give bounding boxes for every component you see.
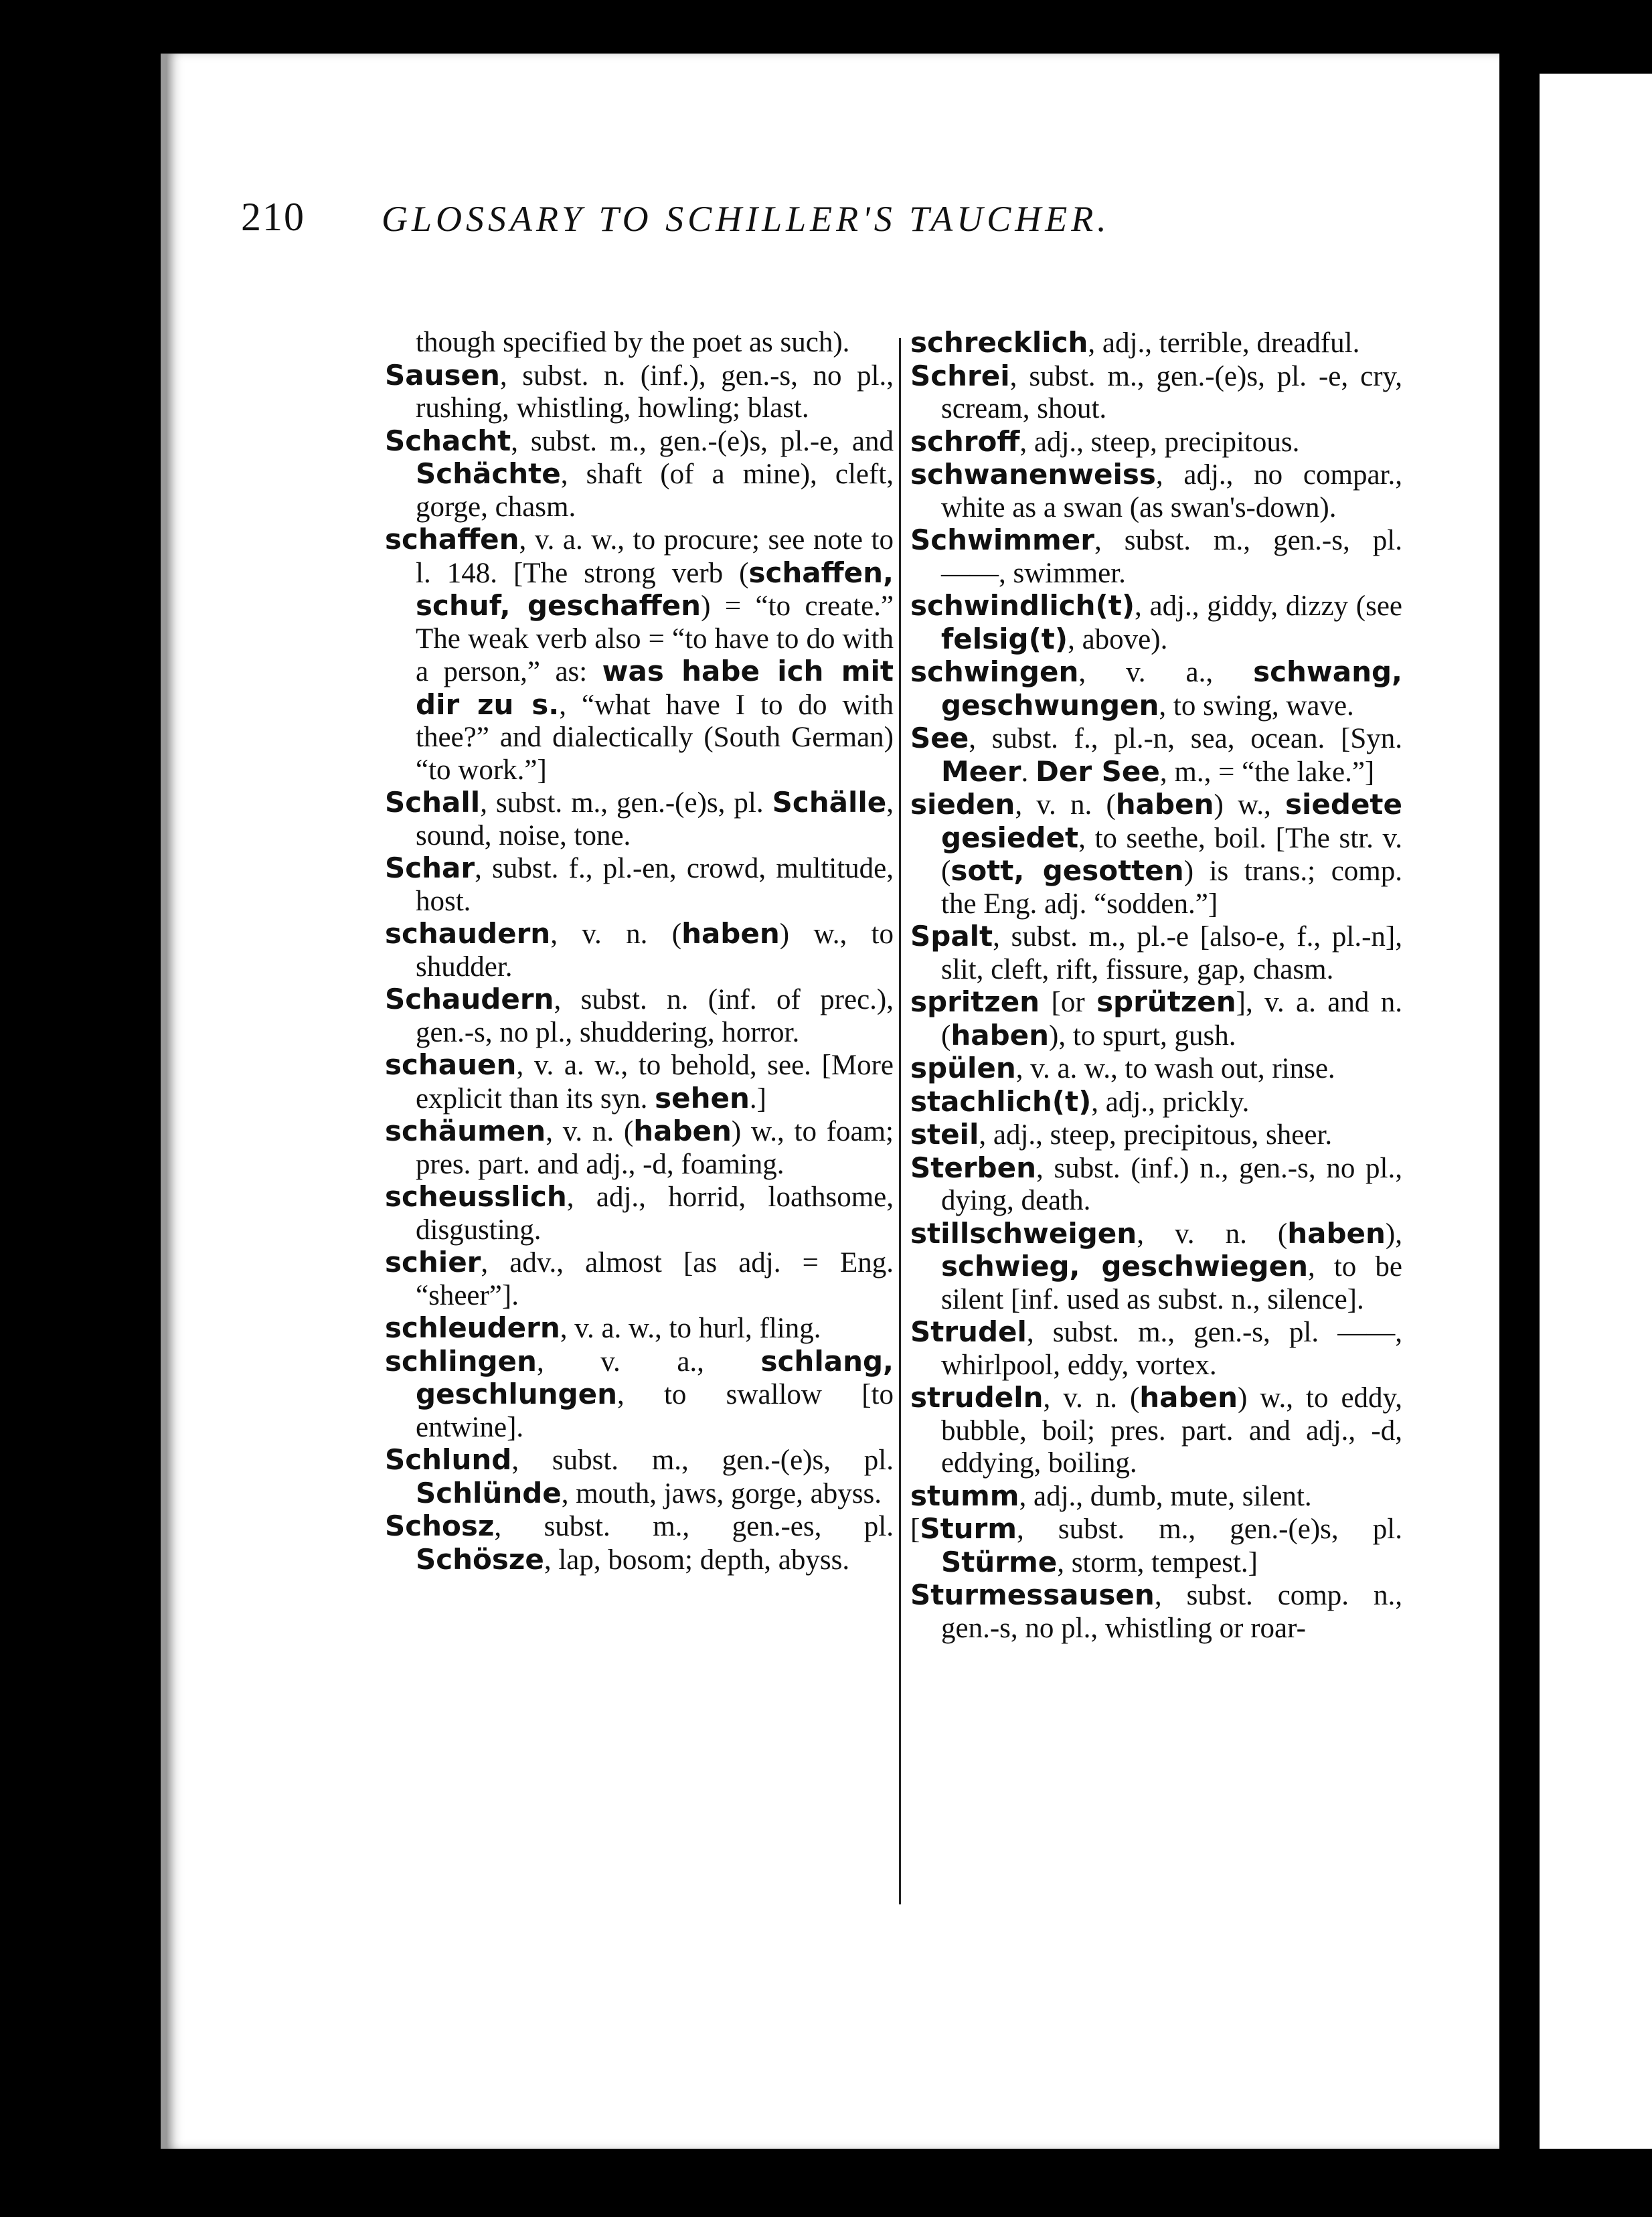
glossary-entry: [910, 459, 1402, 524]
entry-text: , subst. m., gen.-(e)s, pl.: [480, 787, 772, 819]
glossary-entry: [910, 1119, 1402, 1152]
entry-text: , mouth, jaws, gorge, abyss.: [561, 1477, 882, 1509]
glossary-entry: [910, 360, 1402, 426]
entry-headword: Schlund: [385, 1443, 512, 1476]
entry-headword: schaudern: [385, 917, 551, 950]
entry-text: , v. a.,: [536, 1345, 761, 1378]
entry-headword: schlingen: [385, 1344, 537, 1378]
entry-text: , m., = “the lake.”]: [1159, 756, 1375, 788]
entry-headword: See: [910, 722, 969, 754]
entry-text: , sound, noise, tone.: [416, 787, 894, 851]
entry-bold-term: Sturm: [920, 1512, 1017, 1545]
glossary-entry: [910, 524, 1402, 590]
entry-text: , v. a. w., to hurl, fling.: [560, 1313, 821, 1344]
entry-text: ), to spurt, gush.: [1049, 1019, 1236, 1052]
entry-bold-term: felsig(t): [941, 622, 1068, 655]
glossary-entry: [385, 1181, 894, 1246]
entry-text: , adj., no compar., white as a swan (as swan's-down).: [941, 459, 1402, 523]
entry-headword: stillschweigen: [910, 1216, 1137, 1250]
entry-headword: Schaudern: [385, 983, 554, 1015]
glossary-entry: [385, 359, 894, 425]
entry-bold-term: schaffen, schuf, geschaffen: [416, 556, 894, 622]
entry-bold-term: schwang, geschwungen: [941, 655, 1402, 722]
entry-text: ) w.,: [1214, 789, 1285, 821]
entry-text: , adj., terrible, dreadful.: [1088, 327, 1360, 359]
entry-text: , adj., dumb, mute, silent.: [1019, 1480, 1312, 1512]
entry-bold-term: haben: [681, 917, 780, 950]
entry-headword: schroff: [910, 424, 1020, 458]
glossary-entry: [910, 1316, 1402, 1382]
glossary-entry: [910, 1513, 1402, 1579]
glossary-entry: [910, 722, 1402, 789]
entry-text: , v. a.,: [1078, 657, 1254, 688]
entry-text: , adj., prickly.: [1091, 1086, 1250, 1118]
entry-headword: Schacht: [385, 424, 511, 457]
entry-headword: schwindlich(t): [910, 589, 1135, 622]
glossary-entry: [385, 425, 894, 524]
glossary-entry: [910, 1218, 1402, 1317]
glossary-entry: [385, 787, 894, 852]
entry-bold-term: Meer: [941, 754, 1021, 788]
entry-headword: stachlich(t): [910, 1084, 1092, 1118]
entry-bold-term: schwieg, geschwiegen: [941, 1250, 1308, 1283]
glossary-entry: [385, 327, 894, 359]
entry-bold-term: haben: [1287, 1216, 1386, 1250]
entry-text: , above).: [1068, 623, 1168, 655]
entry-bold-term: Schlünde: [416, 1476, 562, 1509]
entry-text: , “what have I to do with thee?” and dialectically (South German) “to work.”]: [416, 689, 894, 786]
entry-headword: sieden: [910, 788, 1015, 821]
entry-headword: Schrei: [910, 359, 1010, 392]
entry-text: , to be silent [inf. used as subst. n., silence].: [941, 1251, 1402, 1315]
glossary-entry: [910, 789, 1402, 920]
entry-text: ) w., to shudder.: [416, 918, 894, 983]
entry-text: , adv., almost [as adj. = Eng. “sheer”].: [416, 1247, 894, 1311]
entry-bold-term: siedete gesiedet: [941, 788, 1402, 854]
glossary-entry: [910, 920, 1402, 986]
entry-bold-term: haben: [633, 1115, 732, 1147]
page-header: [241, 194, 1312, 268]
glossary-entry: [910, 1052, 1402, 1086]
entry-text: , subst. m., pl.-e [also-e, f., pl.-n], slit, cleft, rift, fissure, gap, chasm.: [941, 921, 1402, 985]
entry-text: ) w., to foam; pres. part. and adj., -d, foaming.: [416, 1116, 894, 1180]
entry-text: , subst. m., gen.-es, pl.: [494, 1511, 894, 1542]
entry-text: , v. n. (: [546, 1116, 634, 1147]
entry-headword: strudeln: [910, 1381, 1044, 1414]
entry-text: , subst. m., gen.-(e)s, pl.-e, and: [511, 425, 894, 457]
entry-text: ) is trans.; comp. the Eng. adj. “sodden.”]: [941, 855, 1402, 920]
entry-text: , subst. f., pl.-en, crowd, multitude, host.: [416, 853, 894, 917]
entry-headword: schaffen: [385, 523, 519, 556]
entry-headword: spritzen: [910, 985, 1040, 1018]
entry-headword: Schwimmer: [910, 523, 1094, 556]
glossary-entry: [385, 1510, 894, 1576]
entry-text: .]: [749, 1082, 766, 1115]
entry-text: , v. n. (: [1137, 1218, 1288, 1250]
entry-text: , subst. m., gen.-s, pl.——, swimmer.: [941, 525, 1402, 589]
entry-bold-term: Stürme: [941, 1545, 1058, 1578]
glossary-entry: [385, 852, 894, 918]
running-title: GLOSSARY TO SCHILLER'S TAUCHER.: [382, 199, 1110, 239]
glossary-entry: [385, 1049, 894, 1115]
glossary-entry: [385, 1444, 894, 1510]
entry-text: [: [910, 1513, 920, 1545]
entry-text: , adj., horrid, loathsome, disgusting.: [416, 1181, 894, 1246]
entry-headword: scheusslich: [385, 1180, 567, 1213]
entry-text: , subst. f., pl.-n, sea, ocean. [Syn.: [969, 723, 1402, 754]
entry-text: , v. a. w., to procure; see note to l. 148. [The strong verb (: [416, 524, 894, 589]
entry-text: , to swallow [to entwine].: [416, 1379, 894, 1443]
glossary-entry: [910, 986, 1402, 1052]
entry-text: , subst. n. (inf.), gen.-s, no pl., rushing, whistling, howling; blast.: [416, 359, 894, 424]
entry-text: , to seethe, boil. [The str. v. (: [941, 822, 1402, 887]
entry-bold-term: Der See: [1035, 754, 1160, 788]
entry-text: , v. n. (: [1015, 789, 1116, 821]
right-column: [910, 327, 1402, 1960]
entry-headword: schwingen: [910, 655, 1079, 688]
entry-headword: schier: [385, 1246, 481, 1279]
entry-headword: Spalt: [910, 920, 993, 953]
entry-text: , adj., giddy, dizzy (see: [1135, 590, 1402, 622]
entry-bold-term: haben: [1139, 1381, 1238, 1414]
entry-bold-term: Schälle: [772, 786, 887, 819]
entry-bold-term: haben: [1115, 788, 1214, 821]
entry-text: , subst. m., gen.-(e)s, pl.: [1017, 1513, 1402, 1545]
entry-headword: stumm: [910, 1479, 1019, 1512]
glossary-entry: [910, 656, 1402, 722]
entry-bold-term: sprützen: [1096, 985, 1236, 1018]
entry-bold-term: schlang, geschlungen: [416, 1344, 894, 1410]
entry-text: , subst. m., gen.-(e)s, pl. -e, cry, scream, shout.: [941, 360, 1402, 424]
glossary-entry: [385, 523, 894, 787]
entry-headword: schauen: [385, 1048, 517, 1081]
entry-headword: schrecklich: [910, 326, 1088, 359]
glossary-entry: [385, 1246, 894, 1312]
entry-headword: schwanenweiss: [910, 458, 1156, 491]
glossary-entry: [910, 426, 1402, 459]
entry-headword: Sturmessausen: [910, 1578, 1155, 1611]
glossary-entry: [385, 1345, 894, 1445]
entry-text: , adj., steep, precipitous, sheer.: [979, 1119, 1333, 1151]
entry-bold-term: sehen: [655, 1081, 750, 1115]
entry-headword: Schosz: [385, 1509, 495, 1542]
entry-text: , v. n. (: [550, 918, 682, 950]
adjacent-page-edge: [1540, 74, 1652, 2149]
entry-headword: steil: [910, 1118, 979, 1151]
entry-text: , to swing, wave.: [1159, 689, 1354, 722]
entry-text: , subst. comp. n., gen.-s, no pl., whistling or roar-: [941, 1580, 1402, 1644]
page-number: 210: [241, 195, 305, 239]
entry-text: , subst. n. (inf. of prec.), gen.-s, no pl., shuddering, horror.: [416, 984, 894, 1048]
entry-headword: Sausen: [385, 358, 500, 392]
glossary-entry: [385, 1115, 894, 1181]
entry-text: , subst. m., gen.-s, pl. ——, whirlpool, eddy, vortex.: [941, 1317, 1402, 1381]
glossary-entry: [910, 1086, 1402, 1119]
entry-text: , lap, bosom; depth, abyss.: [544, 1544, 850, 1576]
entry-headword: Schall: [385, 786, 481, 819]
entry-bold-term: was habe ich mit dir zu s.: [416, 655, 894, 721]
entry-headword: Schar: [385, 851, 475, 884]
entry-text: , subst. (inf.) n., gen.-s, no pl., dying, death.: [941, 1152, 1402, 1216]
column-divider: [899, 338, 901, 1904]
glossary-entry: [910, 1152, 1402, 1218]
entry-text: .: [1021, 756, 1036, 788]
glossary-entry: [910, 327, 1402, 360]
entry-headword: schäumen: [385, 1115, 546, 1147]
glossary-entry: [910, 1579, 1402, 1645]
entry-text: , adj., steep, precipitous.: [1019, 426, 1300, 458]
entry-text: , v. a. w., to wash out, rinse.: [1015, 1053, 1335, 1084]
glossary-entry: [385, 983, 894, 1049]
entry-headword: Sterben: [910, 1151, 1036, 1184]
entry-text: , shaft (of a mine), cleft, gorge, chasm.: [416, 459, 894, 523]
entry-bold-term: haben: [951, 1018, 1050, 1052]
glossary-entry: [385, 918, 894, 983]
entry-bold-term: sott, gesotten: [951, 854, 1184, 887]
entry-text: , storm, tempest.]: [1057, 1546, 1258, 1578]
entry-headword: schleudern: [385, 1311, 560, 1344]
entry-bold-term: Schösze: [416, 1542, 544, 1576]
entry-headword: Strudel: [910, 1315, 1027, 1348]
glossary-entry: [910, 1382, 1402, 1480]
entry-text: ),: [1385, 1218, 1402, 1250]
entry-headword: spülen: [910, 1052, 1016, 1084]
entry-text: [or: [1040, 987, 1097, 1018]
glossary-entry: [385, 1312, 894, 1345]
entry-text: , v. n. (: [1043, 1382, 1140, 1414]
entry-text: , v. a. w., to behold, see. [More explicit than its syn.: [416, 1050, 894, 1115]
glossary-entry: [910, 590, 1402, 656]
entry-text: , subst. m., gen.-(e)s, pl.: [511, 1445, 894, 1476]
entry-bold-term: Schächte: [416, 457, 561, 490]
entry-text: ) = “to create.” The weak verb also = “to have to do with a person,” as:: [416, 590, 894, 687]
entry-text: though specified by the poet as such).: [416, 327, 850, 358]
entry-text: ], v. a. and n. (: [941, 987, 1402, 1052]
glossary-entry: [910, 1480, 1402, 1513]
left-column: [385, 327, 894, 1960]
entry-text: ) w., to eddy, bubble, boil; pres. part. and adj., -d, eddying, boiling.: [941, 1382, 1402, 1479]
